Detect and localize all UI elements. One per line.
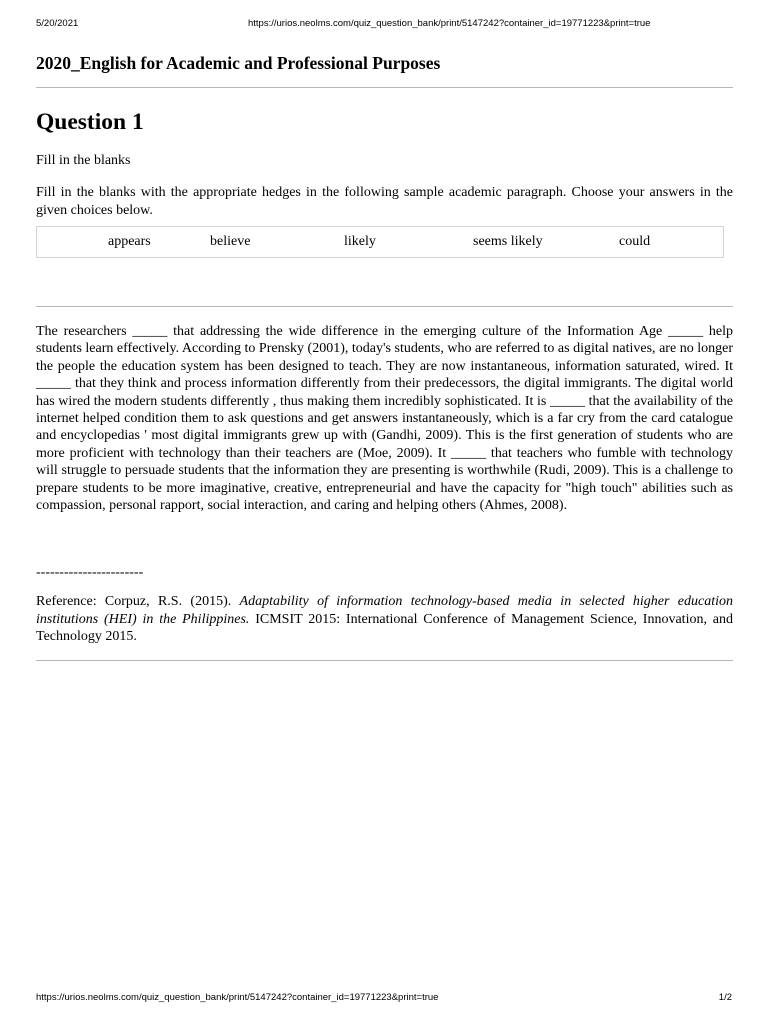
question-type: Fill in the blanks [36, 153, 131, 168]
question-paragraph: The researchers _____ that addressing the wide difference in the emerging culture of the Information Age _____ help students learn effectively. According to Prensky (2001), today's students, who are referred to as digital natives, are no longer the people the education system has been designed to teach. They are now instantaneous, information saturated, wired. It _____ that they think and process information differently from their predecessors, the digital immigrants. The digital world has wired the modern students differently , thus making them incredibly sophisticated. It is _____ that the availability of the internet helped condition them to ask questions and get answers instantaneously, which is a far cry from the card catalogue and encyclopedias ' most digital immigrants grew up with (Gandhi, 2009). This is the first generation of students who are more proficient with technology than their teachers are (Moe, 2009). It _____ that teachers who fumble with technology will struggle to persuade students that the information they are presenting is worthwhile (Rudi, 2009). This is a challenge to prepare students to be more imaginative, creative, entrepreneurial and have the capacity for "high touch" abilities such as compassion, personal rapport, social interaction, and caring and helping others (Ahmes, 2008). [36, 324, 733, 514]
separator-dashes: ----------------------- [36, 565, 144, 581]
choice-item: appears [108, 234, 151, 249]
choices-box [36, 226, 724, 258]
choices-divider [36, 306, 733, 307]
quiz-page [36, 50, 733, 661]
choice-item: believe [210, 234, 251, 249]
choice-item: seems likely [473, 234, 543, 249]
print-footer [36, 992, 732, 1006]
footer-url: https://urios.neolms.com/quiz_question_bank/print/5147242?container_id=19771223&print=true [36, 992, 439, 1003]
reference-prefix: Reference: Corpuz, R.S. (2015). [36, 594, 240, 610]
choice-item: likely [344, 234, 376, 249]
course-title: 2020_English for Academic and Professional Purposes [36, 53, 441, 73]
reference-suffix: ICMSIT 2015: International Conference of Management Science, Innovation, and Technology 2015. [36, 611, 733, 645]
question-title: Question 1 [36, 109, 144, 135]
title-divider [36, 87, 733, 88]
question-instructions: Fill in the blanks with the appropriate hedges in the following sample academic paragraph. Choose your answers in the given choices below. [36, 185, 733, 218]
reference [36, 593, 733, 646]
reference-title: Adaptability of information technology-based media in selected higher education institutions (HEI) in the Philippines. [36, 594, 733, 627]
print-date: 5/20/2021 [36, 18, 79, 29]
print-header [36, 18, 732, 32]
bottom-divider [36, 660, 733, 661]
choice-item: could [619, 234, 651, 249]
print-url: https://urios.neolms.com/quiz_question_bank/print/5147242?container_id=19771223&print=true [248, 18, 651, 29]
page-number: 1/2 [718, 992, 732, 1003]
